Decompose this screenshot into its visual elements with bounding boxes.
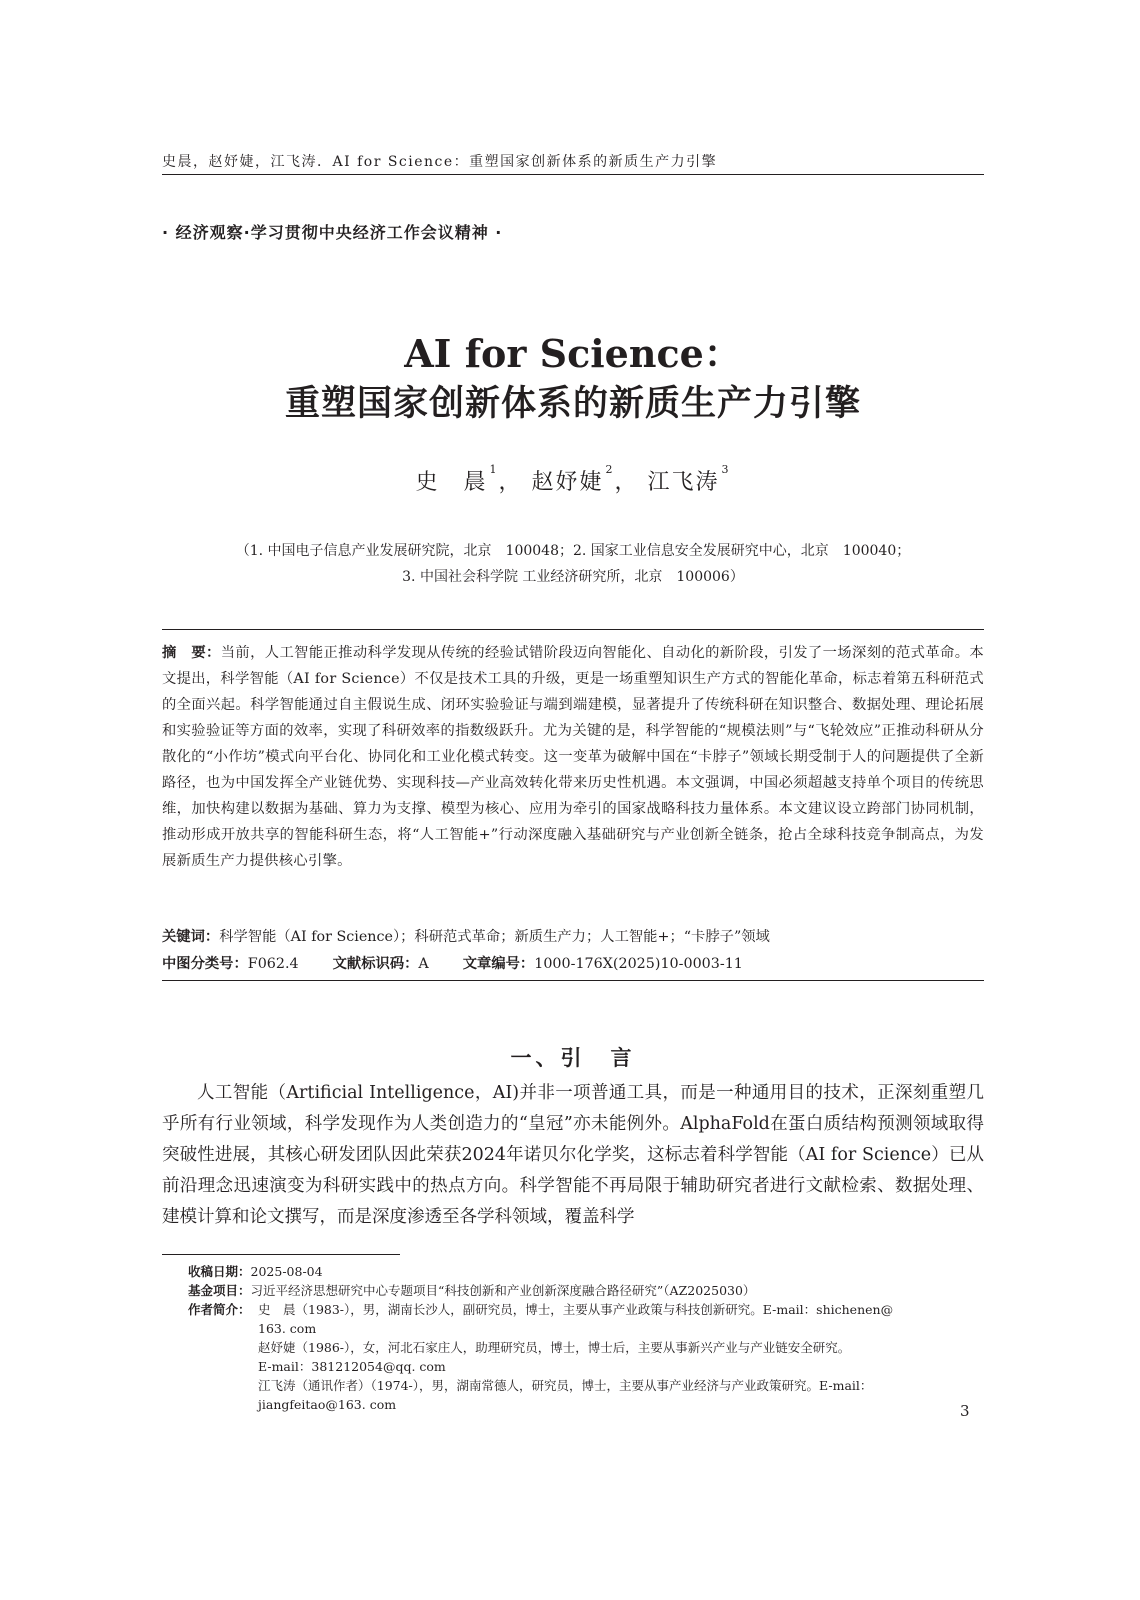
author-name: 江飞涛 [647, 470, 720, 495]
header-divider [162, 174, 984, 175]
author-name: 赵妤婕 [531, 470, 604, 495]
column-label: · 经济观察·学习贯彻中央经济工作会议精神 · [162, 223, 503, 242]
author-name: 史 晨 [415, 470, 488, 495]
received-value: 2025-08-04 [250, 1264, 323, 1279]
abstract [162, 640, 984, 874]
article-title [162, 330, 984, 428]
author-separator: ， [614, 470, 639, 495]
author-bio-line: 史 晨（1983-），男，湖南长沙人，副研究员，博士，主要从事产业政策与科技创新研究。E-mail：shichenen@ [258, 1302, 894, 1317]
article-number-label: 文章编号： [462, 956, 535, 972]
author-bio-label: 作者简介： [188, 1302, 251, 1317]
running-header: 史晨，赵妤婕，江飞涛．AI for Science：重塑国家创新体系的新质生产力引擎 [162, 154, 718, 170]
title-line-english: AI for Science： [404, 331, 742, 376]
affiliation-line: （1. 中国电子信息产业发展研究院，北京 100048；2. 国家工业信息安全发展研究中心，北京 100040； [235, 543, 911, 559]
affiliation-line: 3. 中国社会科学院 工业经济研究所，北京 100006） [402, 569, 744, 585]
author-bio-line: E-mail：381212054@qq. com [258, 1359, 446, 1374]
abstract-bottom-divider [162, 980, 984, 981]
article-number-value: 1000-176X(2025)10-0003-11 [534, 956, 743, 972]
author-list [162, 465, 984, 496]
author-affiliation-mark: 1 [489, 463, 499, 476]
author-affiliation-mark: 2 [605, 463, 615, 476]
section-heading: 一、引 言 [510, 1046, 636, 1070]
keywords-text: 科学智能（AI for Science）；科研范式革命；新质生产力；人工智能+；“卡脖子”领域 [219, 929, 770, 945]
clc-value: F062.4 [247, 956, 299, 972]
body-paragraph: 人工智能（Artificial Intelligence，AI)并非一项普通工具，而是一种通用目的技术，正深刻重塑几乎所有行业领域，科学发现作为人类创造力的“皇冠”亦未能例外。AlphaFold在蛋白质结构预测领域取得突破性进展，其核心研发团队因此荣获2024年诺贝尔化学奖，这标志着科学智能（AI for Science）已从前沿理念迅速演变为科研实践中的热点方向。科学智能不再局限于辅助研究者进行文献检索、数据处理、建模计算和论文撰写，而是深度渗透至各学科领域，覆盖科学 [162, 1083, 984, 1227]
clc-label: 中图分类号： [162, 956, 248, 972]
footnote-author-bios [188, 1300, 984, 1414]
author-affiliation-mark: 3 [721, 463, 731, 476]
fund-label: 基金项目： [188, 1283, 251, 1298]
footnote-divider [162, 1254, 400, 1255]
footnote-fund [188, 1281, 755, 1300]
page-number: 3 [960, 1402, 970, 1420]
title-line-chinese: 重塑国家创新体系的新质生产力引擎 [284, 384, 861, 424]
abstract-label: 摘 要： [162, 645, 221, 661]
abstract-text: 当前，人工智能正推动科学发现从传统的经验试错阶段迈向智能化、自动化的新阶段，引发了一场深刻的范式革命。本文提出，科学智能（AI for Science）不仅是技术工具的升级，更是一场重塑知识生产方式的智能化革命，标志着第五科研范式的全面兴起。科学智能通过自主假说生成、闭环实验验证与端到端建模，显著提升了传统科研在知识整合、数据处理、理论拓展和实验验证等方面的效率，实现了科研效率的指数级跃升。尤为关键的是，科学智能的“规模法则”与“飞轮效应”正推动科研从分散化的“小作坊”模式向平台化、协同化和工业化模式转变。这一变革为破解中国在“卡脖子”领域长期受制于人的问题提供了全新路径，也为中国发挥全产业链优势、实现科技—产业高效转化带来历史性机遇。本文强调，中国必须超越支持单个项目的传统思维，加快构建以数据为基础、算力为支撑、模型为核心、应用为牵引的国家战略科技力量体系。本文建议设立跨部门协同机制，推动形成开放共享的智能科研生态，将“人工智能+”行动深度融入基础研究与产业创新全链条，抢占全球科技竞争制高点，为发展新质生产力提供核心引擎。 [162, 645, 984, 869]
keywords-label: 关键词： [162, 929, 220, 945]
fund-value: 习近平经济思想研究中心专题项目“科技创新和产业创新深度融合路径研究”（AZ2025030） [250, 1283, 756, 1298]
keywords [162, 926, 770, 946]
author-bio-line: 赵妤婕（1986-），女，河北石家庄人，助理研究员，博士，博士后，主要从事新兴产业与产业链安全研究。 [258, 1340, 851, 1355]
doc-code-label: 文献标识码： [332, 956, 419, 972]
classification-line [162, 953, 743, 973]
author-bio-line: 163. com [258, 1321, 317, 1336]
abstract-top-divider [162, 629, 984, 630]
author-separator: ， [498, 470, 523, 495]
footnote-received [188, 1262, 323, 1281]
author-bio-line: 江飞涛（通讯作者）（1974-），男，湖南常德人，研究员，博士，主要从事产业经济与产业政策研究。E-mail： [258, 1378, 873, 1393]
doc-code-value: A [418, 956, 429, 972]
received-label: 收稿日期： [188, 1264, 251, 1279]
author-bio-line: jiangfeitao@163. com [258, 1397, 397, 1412]
